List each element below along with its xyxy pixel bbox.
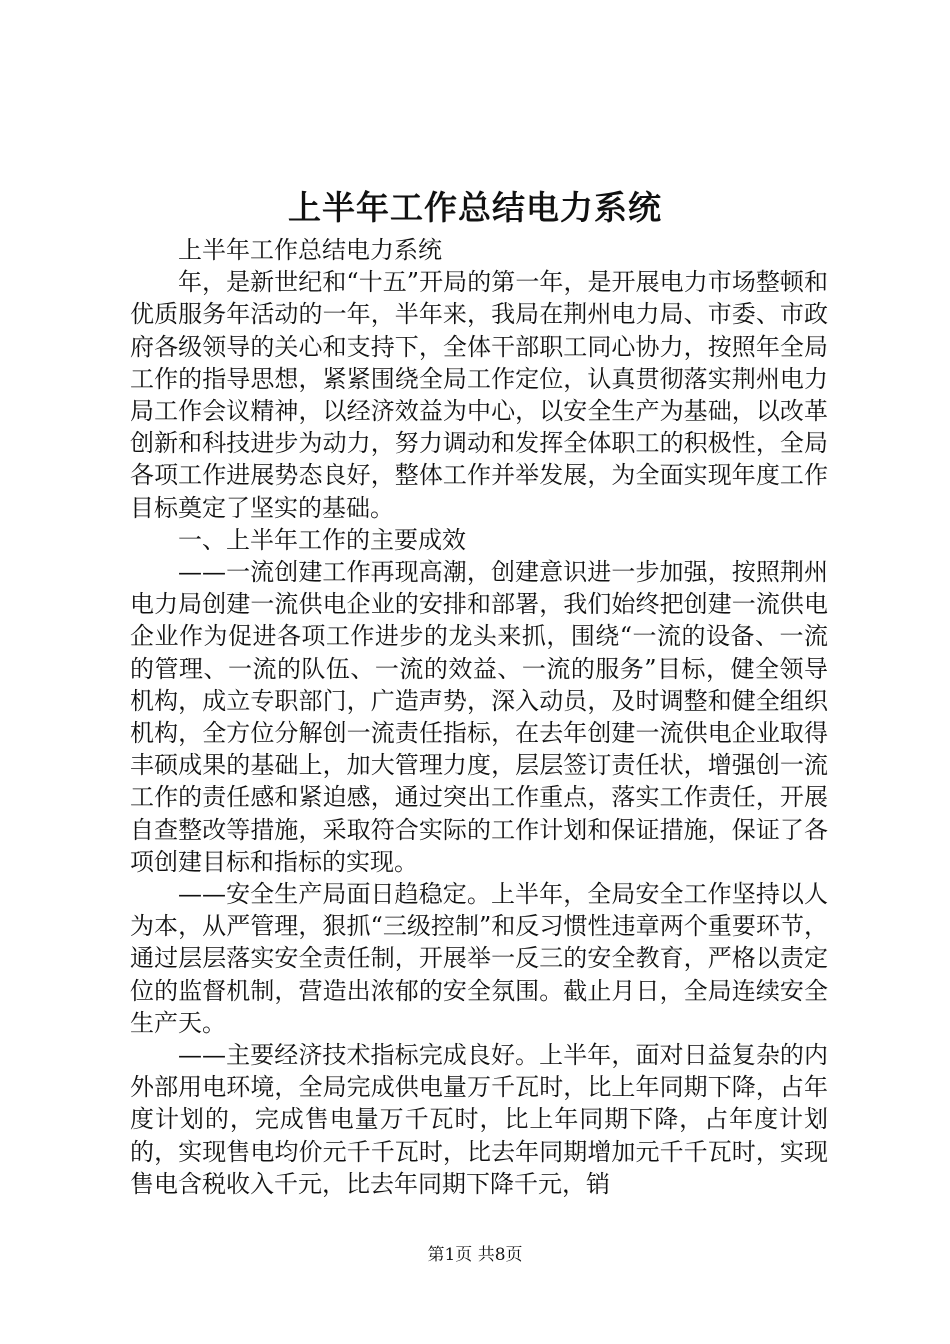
paragraph-intro: 年，是新世纪和“十五”开局的第一年，是开展电力市场整顿和优质服务年活动的一年，半年来，我局在荆州电力局、市委、市政府各级领导的关心和支持下，全体干部职工同心协力，按照年全局工作的指导思想，紧紧围绕全局工作定位，认真贯彻落实荆州电力局工作会议精神，以经济效益为中心，以安全生产为基础，以改革创新和科技进步为动力，努力调动和发挥全体职工的积极性，全局各项工作进展势态良好，整体工作并举发展，为全面实现年度工作目标奠定了坚实的基础。 [130, 268, 828, 522]
paragraph-first-class-creation: ——一流创建工作再现高潮，创建意识进一步加强，按照荆州电力局创建一流供电企业的安排和部署，我们始终把创建一流供电企业作为促进各项工作进步的龙头来抓，围绕“一流的设备、一流的管理、一流的队伍、一流的效益、一流的服务”目标，健全领导机构，成立专职部门，广造声势，深入动员，及时调整和健全组织机构，全方位分解创一流责任指标，在去年创建一流供电企业取得丰硕成果的基础上，加大管理力度，层层签订责任状，增强创一流工作的责任感和紧迫感，通过突出工作重点，落实工作责任，开展自查整改等措施，采取符合实际的工作计划和保证措施，保证了各项创建目标和指标的实现。 [130, 558, 828, 876]
paragraph-economic-indicators: ——主要经济技术指标完成良好。上半年，面对日益复杂的内外部用电环境，全局完成供电量万千瓦时，比上年同期下降，占年度计划的，完成售电量万千瓦时，比上年同期下降，占年度计划的，实现售电均价元千千瓦时，比去年同期增加元千千瓦时，实现售电含税收入千元，比去年同期下降千元，销 [130, 1041, 828, 1198]
document-body [130, 234, 828, 1200]
page-footer: 第1页 共8页 [427, 1245, 523, 1265]
document-title: 上半年工作总结电力系统 [288, 188, 662, 227]
paragraph-subtitle: 上半年工作总结电力系统 [178, 236, 442, 264]
section-heading: 一、上半年工作的主要成效 [178, 525, 466, 554]
paragraph-safety-production: ——安全生产局面日趋稳定。上半年，全局安全工作坚持以人为本，从严管理，狠抓“三级控制”和反习惯性违章两个重要环节，通过层层落实安全责任制，开展举一反三的安全教育，严格以责定位的监督机制，营造出浓郁的安全氛围。截止月日，全局连续安全生产天。 [130, 880, 828, 1037]
